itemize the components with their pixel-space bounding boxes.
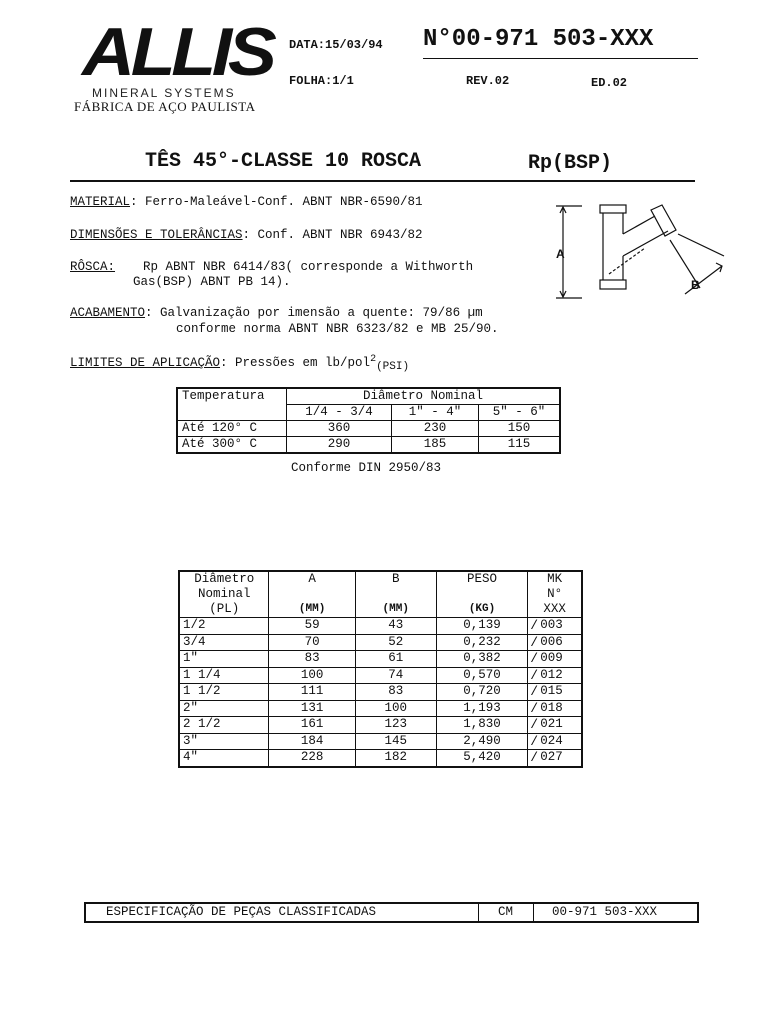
dn-cell: 2 1/2	[179, 717, 269, 734]
mk-value: 012	[540, 667, 563, 682]
table-row	[179, 651, 582, 668]
table-row	[177, 437, 560, 454]
weight-cell: 0,139	[436, 618, 528, 635]
table-row	[177, 421, 560, 437]
dn-cell: 1/2	[179, 618, 269, 635]
table-row	[179, 700, 582, 717]
slash-mark-icon: /	[530, 700, 539, 716]
document-sheet: FOLHA:1/1	[289, 74, 354, 88]
pressure-cell: 290	[287, 437, 392, 454]
pressure-cell: 185	[392, 437, 479, 454]
finish-value-2: conforme norma ABNT NBR 6323/82 e MB 25/90.	[176, 322, 499, 336]
limits-unit: (PSI)	[376, 361, 410, 374]
footer-code: CM	[498, 905, 514, 919]
weight-cell: 0,570	[436, 667, 528, 684]
slash-mark-icon: /	[530, 684, 539, 699]
mk-header	[528, 571, 582, 618]
finish-label: ACABAMENTO	[70, 306, 146, 320]
pressure-table-note: Conforme DIN 2950/83	[291, 461, 442, 475]
slash-mark-icon: /	[530, 667, 539, 683]
pressure-cell: 360	[287, 421, 392, 437]
dn-header-line: Diâmetro	[194, 572, 255, 586]
mk-cell	[528, 618, 582, 635]
dimensions-label: DIMENSÕES E TOLERÂNCIAS	[70, 228, 243, 242]
b-header	[355, 571, 436, 618]
thread-label: RÔSCA:	[70, 260, 116, 274]
mk-cell	[528, 733, 582, 750]
diameter-range-header: 5" - 6"	[479, 405, 561, 421]
company-logo: ALLIS	[82, 14, 273, 90]
table-row	[179, 618, 582, 635]
nominal-diameter-header: Diâmetro Nominal	[287, 388, 561, 405]
logo-subtitle: MINERAL SYSTEMS	[92, 86, 236, 100]
weight-cell: 0,232	[436, 634, 528, 651]
document-edition: ED.02	[591, 76, 628, 90]
table-row	[179, 667, 582, 684]
mk-header-line: XXX	[543, 602, 566, 616]
weight-cell: 0,720	[436, 684, 528, 701]
mk-value: 024	[540, 733, 563, 748]
weight-cell: 2,490	[436, 733, 528, 750]
pressure-cell: 230	[392, 421, 479, 437]
finish-spec	[70, 306, 483, 320]
temperature-header: Temperatura	[177, 388, 287, 421]
a-cell: 83	[269, 651, 355, 668]
slash-mark-icon: /	[530, 651, 539, 666]
mk-value: 018	[540, 700, 563, 715]
dimension-b-label: B	[691, 278, 700, 292]
pressure-cell: 115	[479, 437, 561, 454]
finish-value-1: : Galvanização por imensão a quente: 79/86 µm	[145, 306, 483, 320]
dn-cell: 3/4	[179, 634, 269, 651]
dn-cell: 1 1/4	[179, 667, 269, 684]
footer-divider	[478, 904, 479, 921]
limits-superscript: 2	[370, 354, 377, 365]
mk-cell	[528, 667, 582, 684]
mk-value: 015	[540, 684, 563, 699]
document-number-rule	[423, 58, 698, 59]
dimensions-value: : Conf. ABNT NBR 6943/82	[242, 228, 423, 242]
mk-value: 027	[540, 750, 563, 765]
a-cell: 59	[269, 618, 355, 635]
a-header	[269, 571, 355, 618]
mk-cell	[528, 651, 582, 668]
dn-cell: 1 1/2	[179, 684, 269, 701]
table-row	[179, 634, 582, 651]
mk-cell	[528, 750, 582, 767]
weight-header-unit: (KG)	[468, 603, 496, 615]
weight-cell: 1,830	[436, 717, 528, 734]
temperature-cell: Até 300° C	[177, 437, 287, 454]
limits-label: LIMITES DE APLICAÇÃO	[70, 356, 221, 371]
slash-mark-icon: /	[530, 750, 539, 765]
title-rule	[70, 180, 695, 182]
table-header-row	[179, 571, 582, 618]
table-row	[179, 684, 582, 701]
document-revision: REV.02	[466, 74, 510, 88]
diameter-range-header: 1" - 4"	[392, 405, 479, 421]
thread-value-2: Gas(BSP) ABNT PB 14).	[133, 275, 291, 289]
weight-cell: 0,382	[436, 651, 528, 668]
material-label: MATERIAL	[70, 195, 131, 209]
dimension-a-label: A	[556, 247, 565, 261]
footer-box	[84, 902, 699, 923]
a-cell: 111	[269, 684, 355, 701]
pressure-cell: 150	[479, 421, 561, 437]
thread-type: Rp(BSP)	[528, 152, 613, 175]
b-cell: 123	[355, 717, 436, 734]
b-cell: 145	[355, 733, 436, 750]
mk-cell	[528, 634, 582, 651]
thread-value-1: Rp ABNT NBR 6414/83( corresponde a Withworth	[143, 260, 474, 274]
b-header-line: B	[391, 572, 400, 586]
mk-value: 006	[540, 634, 563, 649]
slash-mark-icon: /	[530, 618, 539, 633]
weight-cell: 5,420	[436, 750, 528, 767]
tee-45-diagram	[552, 196, 732, 308]
mk-cell	[528, 717, 582, 734]
b-header-unit: (MM)	[382, 603, 409, 615]
dn-cell: 1"	[179, 651, 269, 668]
slash-mark-icon: /	[530, 733, 539, 749]
table-row	[179, 750, 582, 767]
a-cell: 100	[269, 667, 355, 684]
b-cell: 182	[355, 750, 436, 767]
a-header-line: A	[308, 572, 316, 586]
a-cell: 70	[269, 634, 355, 651]
dn-cell: 3"	[179, 733, 269, 750]
a-cell: 161	[269, 717, 355, 734]
temperature-cell: Até 120° C	[177, 421, 287, 437]
mk-header-line: MK	[547, 572, 563, 586]
b-cell: 100	[355, 700, 436, 717]
dn-cell: 4"	[179, 750, 269, 767]
mk-value: 009	[540, 651, 563, 666]
weight-header-line: PESO	[467, 572, 498, 586]
a-cell: 184	[269, 733, 355, 750]
pressure-limits-table	[176, 387, 561, 454]
mk-cell	[528, 684, 582, 701]
table-row	[179, 733, 582, 750]
a-cell: 228	[269, 750, 355, 767]
dimensions-spec	[70, 228, 423, 242]
material-value: : Ferro-Maleável-Conf. ABNT NBR-6590/81	[130, 195, 423, 209]
b-cell: 83	[355, 684, 436, 701]
mk-value: 003	[540, 618, 563, 633]
table-row	[179, 717, 582, 734]
footer-document-number: 00-971 503-XXX	[552, 905, 658, 919]
diameter-range-header: 1/4 - 3/4	[287, 405, 392, 421]
document-date: DATA:15/03/94	[289, 38, 383, 52]
dimensions-table	[178, 570, 583, 768]
mk-header-line: N°	[547, 587, 563, 601]
weight-header	[436, 571, 528, 618]
logo-factory-name: FÁBRICA DE AÇO PAULISTA	[74, 99, 256, 114]
b-cell: 61	[355, 651, 436, 668]
b-cell: 52	[355, 634, 436, 651]
footer-specification: ESPECIFICAÇÃO DE PEÇAS CLASSIFICADAS	[106, 905, 377, 919]
limits-value: : Pressões em lb/pol	[220, 356, 371, 371]
thread-spec	[70, 260, 473, 274]
document-number: N°00-971 503-XXX	[423, 26, 654, 53]
material-spec	[70, 195, 423, 209]
b-cell: 43	[355, 618, 436, 635]
dn-header	[179, 571, 269, 618]
weight-cell: 1,193	[436, 700, 528, 717]
limits-spec	[70, 354, 410, 374]
a-header-unit: (MM)	[298, 603, 326, 615]
dn-header-line: (PL)	[209, 602, 240, 616]
dn-cell: 2"	[179, 700, 269, 717]
dn-header-line: Nominal	[197, 587, 251, 601]
b-cell: 74	[355, 667, 436, 684]
slash-mark-icon: /	[530, 717, 539, 732]
mk-cell	[528, 700, 582, 717]
slash-mark-icon: /	[530, 634, 539, 650]
footer-divider	[533, 904, 534, 921]
mk-value: 021	[540, 717, 563, 732]
a-cell: 131	[269, 700, 355, 717]
page-title: TÊS 45°-CLASSE 10 ROSCA	[145, 150, 422, 173]
